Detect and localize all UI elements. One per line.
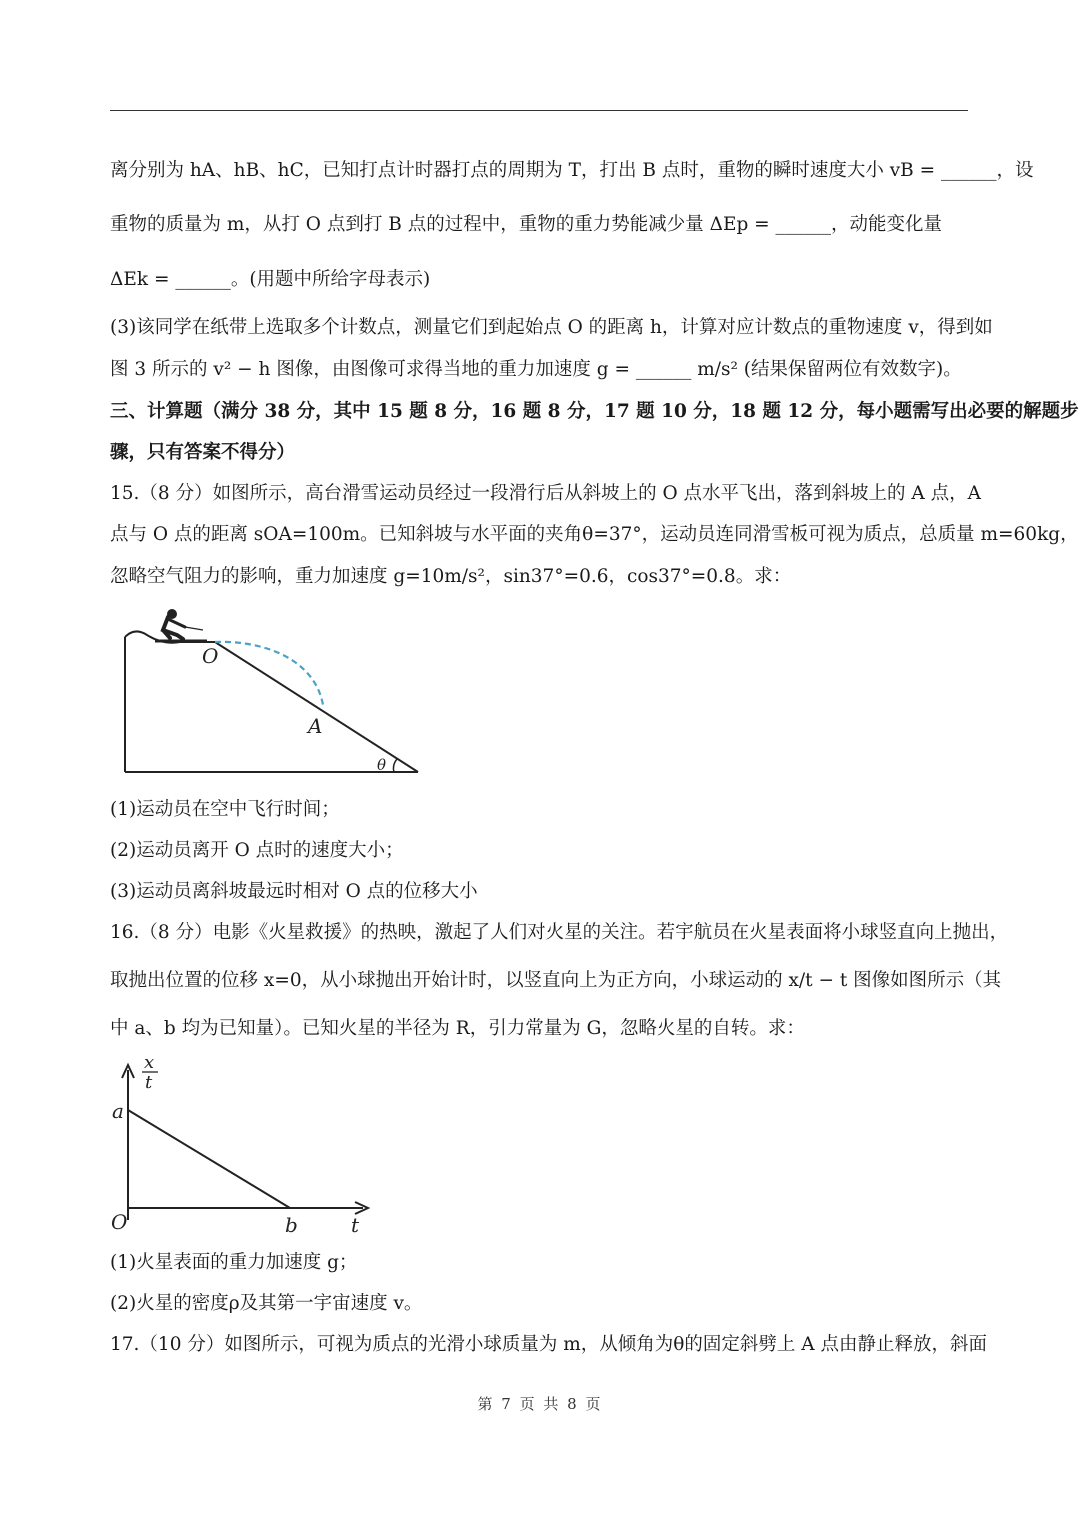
label-a: a	[112, 1099, 124, 1123]
section-heading-1: 三、计算题（满分 38 分，其中 15 题 8 分，16 题 8 分，17 题 10 分，18 题 12 分，每小题需写出必要的解题步	[110, 401, 1079, 422]
label-A: A	[308, 714, 323, 738]
q17-line-1: 17.（10 分）如图所示，可视为质点的光滑小球质量为 m，从倾角为θ的固定斜劈上 A 点由静止释放，斜面	[110, 1334, 988, 1355]
q15-line-1: 15.（8 分）如图所示，高台滑雪运动员经过一段滑行后从斜坡上的 O 点水平飞出，落到斜坡上的 A 点，A	[110, 483, 981, 504]
q15-line-3: 忽略空气阻力的影响，重力加速度 g=10m/s²，sin37°=0.6，cos37°=0.8。求：	[110, 566, 792, 587]
label-b: b	[285, 1213, 298, 1237]
text-line-3: ΔEk = ______。(用题中所给字母表示)	[110, 269, 431, 290]
label-O: O	[202, 644, 219, 668]
q15-sub-3: (3)运动员离斜坡最远时相对 O 点的位移大小	[110, 881, 478, 902]
y-label-num: x	[144, 1052, 155, 1073]
q16-line-3: 中 a、b 均为已知量）。已知火星的半径为 R，引力常量为 G，忽略火星的自转。求：	[110, 1018, 805, 1039]
text-line-4: (3)该同学在纸带上选取多个计数点，测量它们到起始点 O 的距离 h，计算对应计数点的重物速度 v，得到如	[110, 317, 993, 338]
skier-icon	[155, 609, 207, 641]
text-line-2: 重物的质量为 m，从打 O 点到打 B 点的过程中，重物的重力势能减少量 ΔEp = ______，动能变化量	[110, 214, 943, 235]
text-line-5: 图 3 所示的 v² − h 图像，由图像可求得当地的重力加速度 g = ______ m/s² (结果保留两位有效数字)。	[110, 359, 962, 380]
q16-line-1: 16.（8 分）电影《火星救援》的热映，激起了人们对火星的关注。若宇航员在火星表面将小球竖直向上抛出，	[110, 922, 1009, 943]
section-heading-2: 骤，只有答案不得分）	[110, 442, 296, 463]
q15-sub-2: (2)运动员离开 O 点时的速度大小；	[110, 840, 404, 861]
q16-sub-1: (1)火星表面的重力加速度 g；	[110, 1252, 358, 1273]
text-line-1: 离分别为 hA、hB、hC，已知打点计时器打点的周期为 T，打出 B 点时，重物的瞬时速度大小 vB = ______，设	[110, 160, 1034, 181]
y-label-den: t	[145, 1072, 153, 1093]
q15-sub-1: (1)运动员在空中飞行时间；	[110, 799, 340, 820]
ski-slope-figure	[115, 605, 435, 780]
page-footer: 第 7 页 共 8 页	[477, 1395, 603, 1413]
x-over-t-graph	[105, 1048, 375, 1238]
q16-line-2: 取抛出位置的位移 x=0，从小球抛出开始计时，以竖直向上为正方向，小球运动的 x/t − t 图像如图所示（其	[110, 970, 1002, 991]
label-origin: O	[111, 1210, 128, 1234]
label-t: t	[351, 1213, 360, 1237]
q15-line-2: 点与 O 点的距离 sOA=100m。已知斜坡与水平面的夹角θ=37°，运动员连同滑雪板可视为质点，总质量 m=60kg，	[110, 524, 1079, 545]
label-theta: θ	[377, 756, 387, 774]
q16-sub-2: (2)火星的密度ρ及其第一宇宙速度 v。	[110, 1293, 423, 1314]
header-rule	[110, 110, 968, 111]
